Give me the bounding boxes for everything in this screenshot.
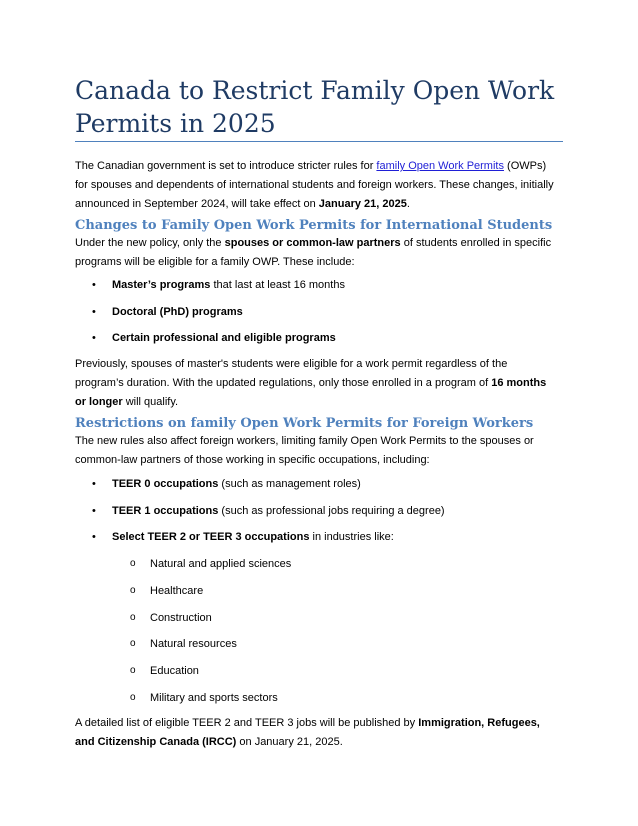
bullet-icon: • [92,531,96,543]
list-item-rest: (such as management roles) [218,478,361,490]
intro-text-middle: (OWPs) for spouses and dependents of international students and foreign workers. These changes, initially announced in September 2024, will take effect on [75,160,554,210]
sub-list-item-label: Construction [150,612,212,624]
bullet-icon: • [92,332,96,344]
list-item-bold: Master’s programs [112,279,211,291]
students-para-start: Under the new policy, only the [75,237,225,249]
page-title: Canada to Restrict Family Open Work Permits in 2025 [75,76,555,138]
sub-list-item-label: Education [150,665,199,677]
previous-rules-paragraph [75,355,555,412]
list-item-rest: that last at least 16 months [210,279,345,291]
students-para-end: of students enrolled in specific programs will be eligible for a family OWP. These include: [75,237,552,268]
list-item-bold: TEER 1 occupations [112,505,219,517]
family-owp-link[interactable]: family Open Work Permits [376,160,504,172]
intro-text-end: . [406,198,410,210]
list-item-bold: Certain professional and eligible programs [112,332,336,344]
sub-list-item-label: Healthcare [150,585,204,597]
intro-paragraph [75,157,555,214]
list-item-rest: (such as professional jobs requiring a degree) [218,505,445,517]
sub-list-item-label: Military and sports sectors [150,692,278,704]
closing-paragraph [75,714,555,752]
circle-bullet-icon: o [130,585,136,596]
ircc-name: Immigration, Refugees, and Citizenship Canada (IRCC) [75,717,540,748]
sub-list-item-label: Natural and applied sciences [150,558,292,570]
list-item-bold: TEER 0 occupations [112,478,219,490]
bullet-icon: • [92,279,96,291]
list-item-rest: in industries like: [309,531,394,543]
sub-list-item-label: Natural resources [150,638,237,650]
closing-text-end: on January 21, 2025. [236,736,343,748]
previous-rules-bold: 16 months or longer [75,377,547,408]
bullet-icon: • [92,505,96,517]
previous-rules-end: will qualify. [122,396,179,408]
bullet-icon: • [92,478,96,490]
students-para-bold: spouses or common-law partners [224,237,401,249]
circle-bullet-icon: o [130,692,136,703]
closing-text-start: A detailed list of eligible TEER 2 and TEER 3 jobs will be published by [75,717,419,729]
previous-rules-start: Previously, spouses of master's students were eligible for a work permit regardless of the program’s duration. With the updated regulations, only those enrolled in a program of [75,358,508,389]
bullet-icon: • [92,306,96,318]
students-policy-paragraph [75,234,555,272]
workers-policy-paragraph: The new rules also affect foreign workers, limiting family Open Work Permits to the spouses or common-law partners of those working in specific occupations, including: [75,435,534,466]
intro-text-start: The Canadian government is set to introduce stricter rules for [75,160,377,172]
intro-effective-date: January 21, 2025 [318,198,407,210]
circle-bullet-icon: o [130,638,136,649]
title-underline-rule [75,141,563,142]
circle-bullet-icon: o [130,665,136,676]
list-item-bold: Doctoral (PhD) programs [112,306,243,318]
circle-bullet-icon: o [130,558,136,569]
circle-bullet-icon: o [130,612,136,623]
section-heading-workers: Restrictions on family Open Work Permits for Foreign Workers [75,416,534,431]
list-item-bold: Select TEER 2 or TEER 3 occupations [112,531,310,543]
section-heading-students: Changes to Family Open Work Permits for International Students [75,218,553,233]
